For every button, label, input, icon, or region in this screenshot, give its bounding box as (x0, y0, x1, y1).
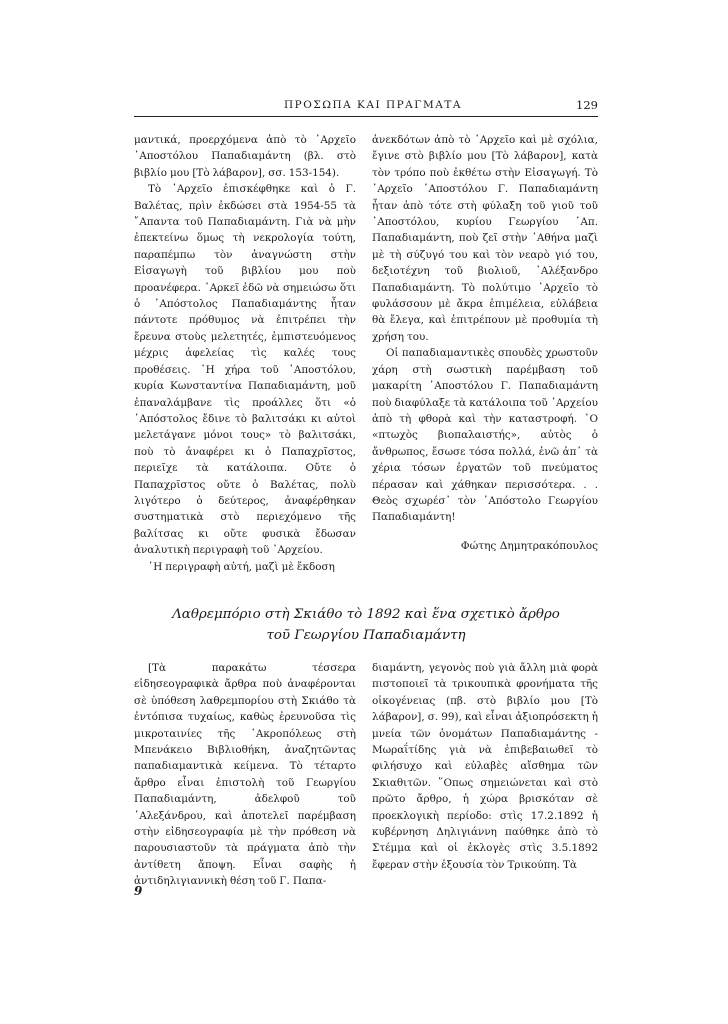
right-column-top (372, 132, 598, 526)
paragraph: [Τὰ παρακάτω τέσσερα εἰδησεογραφικὰ ἄρθρα ποὺ ἀναφέρονται σὲ ὑπόθεση λαθρεμπορίου στὴ Σκιάθο τὰ ἐντόπισα τυχαίως, καθὼς ἐρευνοῦσα τὶς μικροταινίες τῆς ᾿Ακροπόλεως στὴ Μπενάκειο Βιβλιοθήκη, ἀναζητῶντας παπαδιαμαντικὰ κείμενα. Τὸ τέταρτο ἄρθρο εἶναι ἐπιστολὴ τοῦ Γεωργίου Παπαδιαμάντη, ἀδελφοῦ τοῦ ᾿Αλεξάνδρου, καὶ ἀποτελεῖ παρέμβαση στὴν εἰδησεογραφία μὲ τὴν πρόθεση νὰ παρουσιαστοῦν τὰ πράγματα ἀπὸ τὴν ἀντίθετη ἄποψη. Εἶναι σαφὴς ἡ ἀντιδηλιγιαννικὴ θέση τοῦ Γ. Παπα- (134, 662, 356, 888)
paragraph: διαμάντη, γεγονὸς ποὺ γιὰ ἄλλη μιὰ φορὰ πιστοποιεῖ τὰ τρικουπικὰ φρονήματα τῆς οἰκογένειας (πβ. στὸ βιβλίο μου [Τὸ λάβαρον], σ. 99), καὶ εἶναι ἀξιοπρόσεκτη ἡ μνεία τῶν ὀνομάτων Παπαδιαμάντης - Μωραΐτίδης γιὰ νὰ ἐπιβεβαιωθεῖ τὸ φιλήσυχο καὶ εὐλαβὲς αἴσθημα τῶν Σκιαθιτῶν. ῞Οπως σημειώνεται καὶ στὸ πρῶτο ἄρθρο, ἡ χώρα βρισκόταν σὲ προεκλογικὴ περίοδο: στὶς 17.2.1892 ἡ κυβέρνηση Δηλιγιάννη παύθηκε ἀπὸ τὸ Στέμμα καὶ οἱ ἐκλογὲς στὶς 3.5.1892 ἔφεραν στὴν ἐξουσία τὸν Τρικούπη. Τὰ (372, 662, 598, 871)
paragraph: ῾Η περιγραφὴ αὐτή, μαζὶ μὲ ἔκδοση (148, 560, 335, 573)
paragraph: ἀνεκδότων ἀπὸ τὸ ᾿Αρχεῖο καὶ μὲ σχόλια, ἔγινε στὸ βιβλίο μου [Τὸ λάβαρον], κατὰ τὸν τρόπο ποὺ ἐκθέτω στὴν Εἰσαγωγή. Τὸ ᾿Αρχεῖο ᾿Αποστόλου Γ. Παπαδιαμάντη ἦταν ἀπὸ τότε στὴ φύλαξη τοῦ γιοῦ τοῦ ᾿Αποστόλου, κυρίου Γεωργίου ᾿Απ. Παπαδιαμάντη, ποὺ ζεῖ στὴν ᾿Αθήνα μαζὶ μὲ τὴ σύζυγό του καὶ τὸν νεαρὸ γιό του, δεξιοτέχνη τοῦ βιολιοῦ, ᾿Αλέξανδρο Παπαδιαμάντη. Τὸ πολύτιμο ᾿Αρχεῖο τὸ φυλάσσουν μὲ ἄκρα ἐπιμέλεια, εὐλάβεια θὰ ἔλεγα, καὶ ἐπιτρέπουν μὲ προθυμία τὴ χρήση του. (372, 134, 598, 343)
article-title-line-2: τοῦ Γεωργίου Παπαδιαμάντη (266, 628, 466, 643)
signature-folio: 9 (134, 884, 143, 898)
left-column-top (134, 132, 356, 575)
article-title (134, 604, 598, 646)
author-signature: Φώτης Δημητρακόπουλος (460, 540, 598, 552)
paragraph: Τὸ ᾿Αρχεῖο ἐπισκέφθηκε καὶ ὁ Γ. Βαλέτας, πρὶν ἐκδώσει στὰ 1954-55 τὰ ῎Απαντα τοῦ Παπαδιαμάντη. Γιὰ νὰ μὴν ἐπεκτείνω ὅμως τὴ νεκρολογία τούτη, παραπέμπω τὸν ἀναγνώστη στὴν Εἰσαγωγὴ τοῦ βιβλίου μου ποὺ προανέφερα. ᾿Αρκεῖ ἐδῶ νὰ σημειώσω ὅτι ὁ ᾿Απόστολος Παπαδιαμάντης ἦταν πάντοτε πρόθυμος νὰ ἐπιτρέπει τὴν ἔρευνα στοὺς μελετητές, ἐμπιστευόμενος μέχρις ἀφελείας τὶς καλές τους προθέσεις. ῾Η χήρα τοῦ ᾿Αποστόλου, κυρία Κωνσταντίνα Παπαδιαμάντη, μοῦ ἐπαναλάμβανε τὶς προάλλες ὅτι «ὁ ᾿Απόστολος ἔδινε τὸ βαλιτσάκι κι αὐτοὶ μελετάγανε μόνοι τους» τὸ βαλιτσάκι, ποὺ τὸ ἀναφέρει κι ὁ Παπαχρῖστος, περιεῖχε τὰ κατάλοιπα. Οὔτε ὁ Παπαχρῖστος οὔτε ὁ Βαλέτας, πολὺ λιγότερο ὁ δεύτερος, ἀναφέρθηκαν συστηματικὰ στὸ περιεχόμενο τῆς βαλίτσας κι οὔτε φυσικὰ ἔδωσαν ἀναλυτικὴ περιγραφὴ τοῦ ᾿Αρχείου. (134, 183, 356, 557)
running-header (134, 98, 598, 117)
left-column-bottom (134, 660, 356, 890)
right-column-bottom (372, 660, 598, 873)
paragraph: Οἱ παπαδιαμαντικὲς σπουδὲς χρωστοῦν χάρη στὴ σωστικὴ παρέμβαση τοῦ μακαρίτη ᾿Αποστόλου Γ. Παπαδιαμάντη ποὺ διαφύλαξε τὰ κατάλοιπα τοῦ ᾿Αρχείου ἀπὸ τὴ φθορὰ καὶ τὴν καταστροφή. ῾Ο «πτωχὸς βιοπαλαιστής», αὐτὸς ὁ ἄνθρωπος, ἔσωσε τόσα πολλά, ἐνῶ ἀπ᾿ τὰ χέρια τόσων ἐργατῶν τοῦ πνεύματος πέρασαν καὶ χάθηκαν περισσότερα. . . Θεὸς σχωρέσ᾿ τὸν ᾿Απόστολο Γεωργίου Παπαδιαμάντη! (372, 347, 598, 524)
article-title-line-1: Λαθρεμπόριο στὴ Σκιάθο τὸ 1892 καὶ ἕνα σχετικὸ ἄρθρο (172, 607, 560, 622)
page-number: 129 (576, 98, 598, 112)
running-title: ΠΡΟΣΩΠΑ ΚΑΙ ΠΡΑΓΜΑΤΑ (284, 99, 462, 111)
paragraph: μαντικά, προερχόμενα ἀπὸ τὸ ᾿Αρχεῖο ᾿Αποστόλου Παπαδιαμάντη (βλ. στὸ βιβλίο μου [Τὸ λάβαρον], σσ. 153-154). (134, 134, 356, 179)
